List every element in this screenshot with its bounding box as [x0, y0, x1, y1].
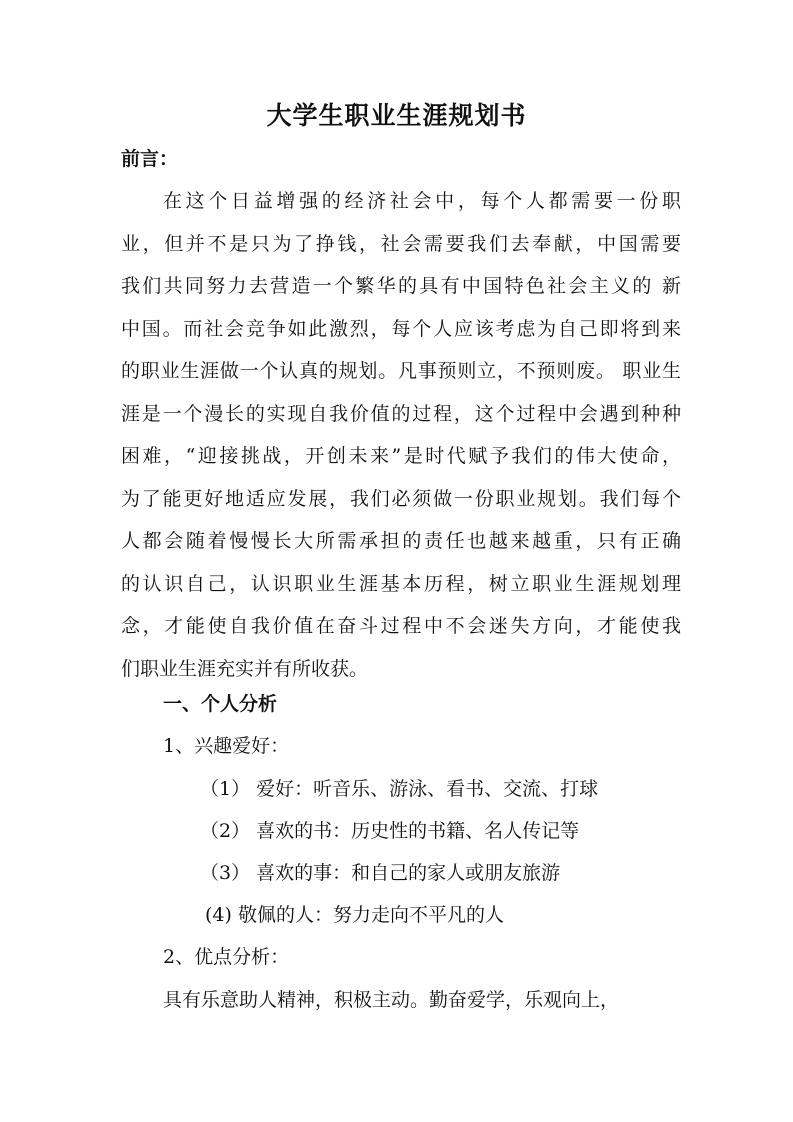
- paragraph-line: 念，才能使自我价值在奋斗过程中不会迷失方向，才能使我: [121, 615, 681, 637]
- interests-label: 1、兴趣爱好：: [163, 735, 290, 757]
- paragraph-line: 们职业生涯充实并有所收获。: [121, 657, 369, 680]
- paragraph-line: 困难，“迎接挑战，开创未来”是时代赋予我们的伟大使命，: [121, 445, 681, 467]
- paragraph-line: 我们共同努力去营造一个繁华的具有中国特色社会主义的 新: [121, 275, 681, 297]
- interest-item: (4) 敬佩的人：努力走向不平凡的人: [205, 904, 504, 926]
- strengths-text: 具有乐意助人精神，积极主动。勤奋爱学，乐观向上，: [163, 989, 620, 1011]
- paragraph-line: 的职业生涯做一个认真的规划。凡事预则立，不预则废。 职业生: [121, 360, 681, 382]
- paragraph-line: 人都会随着慢慢长大所需承担的责任也越来越重，只有正确: [121, 530, 681, 552]
- strengths-label: 2、优点分析：: [163, 946, 290, 968]
- document-title: 大学生职业生涯规划书: [266, 101, 527, 130]
- paragraph-line: 涯是一个漫长的实现自我价值的过程，这个过程中会遇到种种: [121, 402, 681, 425]
- preface-paragraph: [121, 180, 681, 690]
- paragraph-line: 业，但并不是只为了挣钱，社会需要我们去奉献，中国需要: [121, 232, 681, 255]
- section-heading-personal-analysis: 一、个人分析: [163, 693, 278, 715]
- interest-item: （1） 爱好：听音乐、游泳、看书、交流、打球: [200, 778, 599, 800]
- paragraph-line: 中国。而社会竞争如此激烈，每个人应该考虑为自己即将到来: [121, 317, 681, 340]
- paragraph-line: 在这个日益增强的经济社会中，每个人都需要一份职: [163, 190, 681, 212]
- paragraph-line: 的认识自己，认识职业生涯基本历程，树立职业生涯规划理: [121, 572, 681, 595]
- preface-heading: 前言：: [121, 148, 179, 170]
- interest-item: （2） 喜欢的书：历史性的书籍、名人传记等: [200, 820, 580, 842]
- paragraph-line: 为了能更好地适应发展，我们必须做一份职业规划。我们每个: [121, 487, 681, 510]
- interest-item: （3） 喜欢的事：和自己的家人或朋友旅游: [200, 862, 561, 884]
